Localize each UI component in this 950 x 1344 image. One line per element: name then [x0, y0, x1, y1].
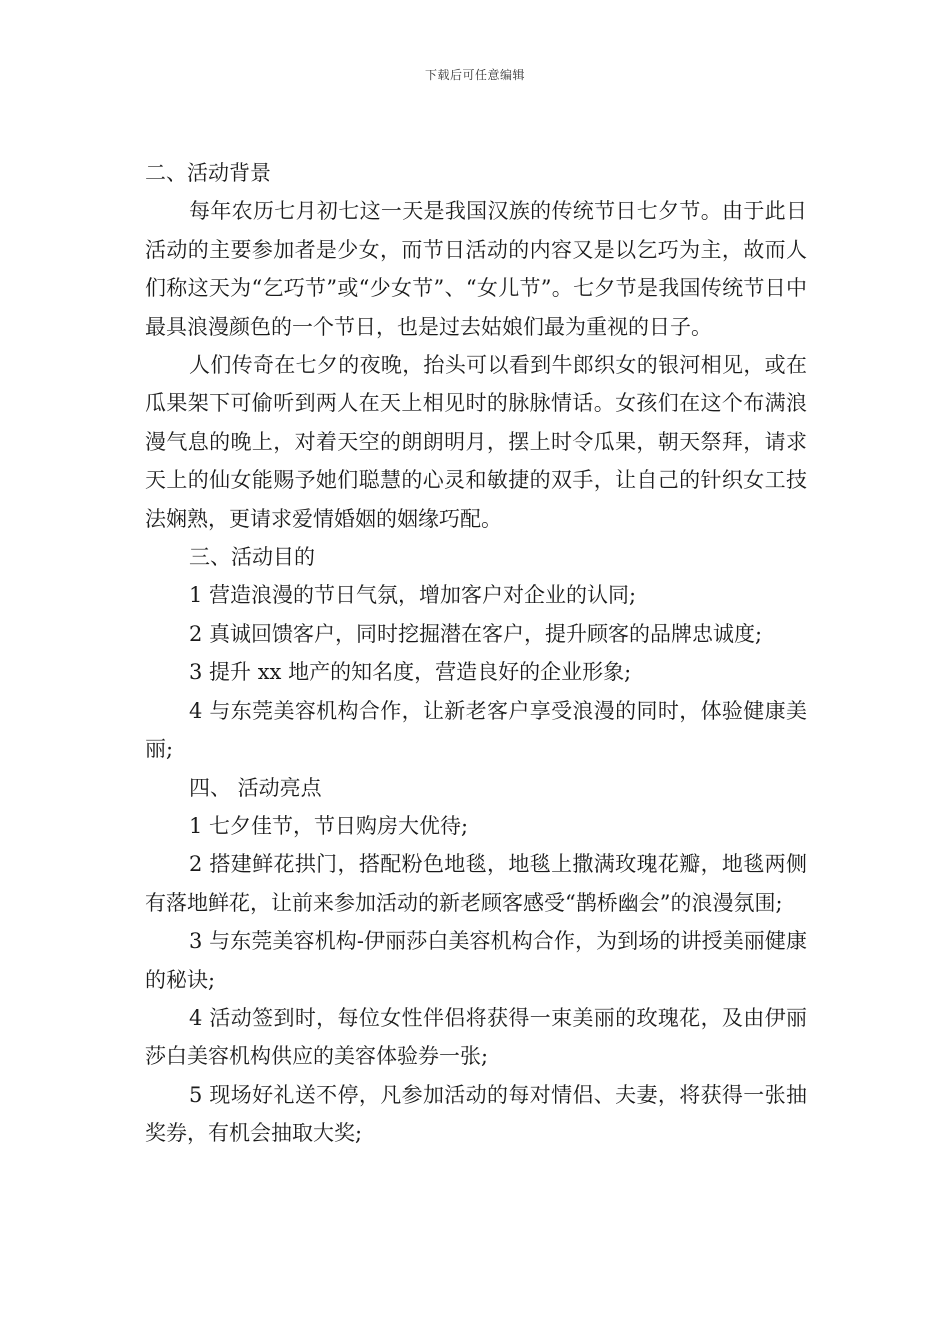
document-body	[145, 154, 807, 1153]
section-heading-highlights: 四、 活动亮点	[189, 775, 322, 800]
list-item-highlight-1: 1 七夕佳节，节日购房大优待;	[189, 813, 469, 838]
list-item-highlight-3: 3 与东莞美容机构-伊丽莎白美容机构合作，为到场的讲授美丽健康的秘诀;	[145, 929, 807, 992]
header-note: 下载后可任意编辑	[424, 68, 525, 82]
list-item-purpose-1: 1 营造浪漫的节日气氛，增加客户对企业的认同;	[189, 583, 637, 608]
list-item-purpose-2: 2 真诚回馈客户，同时挖掘潜在客户，提升顾客的品牌忠诚度;	[189, 621, 763, 646]
list-item-highlight-4: 4 活动签到时，每位女性伴侣将获得一束美丽的玫瑰花，及由伊丽莎白美容机构供应的美容体验券一张;	[145, 1005, 807, 1069]
paragraph-background-1: 每年农历七月初七这一天是我国汉族的传统节日七夕节。由于此日活动的主要参加者是少女，而节日活动的内容又是以乞巧为主，故而人们称这天为“乞巧节”或“少女节”、“女儿节”。七夕节是我国传统节日中最具浪漫颜色的一个节日，也是过去姑娘们最为重视的日子。	[145, 199, 807, 339]
paragraph-background-2: 人们传奇在七夕的夜晚，抬头可以看到牛郎织女的银河相见，或在瓜果架下可偷听到两人在天上相见时的脉脉情话。女孩们在这个布满浪漫气息的晚上，对着天空的朗朗明月，摆上时令瓜果，朝天祭拜，请求天上的仙女能赐予她们聪慧的心灵和敏捷的双手，让自己的针织女工技法娴熟，更请求爱情婚姻的姻缘巧配。	[145, 353, 807, 531]
list-item-highlight-5: 5 现场好礼送不停，凡参加活动的每对情侣、夫妻，将获得一张抽奖券，有机会抽取大奖;	[145, 1082, 807, 1146]
list-item-purpose-3: 3 提升 xx 地产的知名度，营造良好的企业形象;	[189, 660, 632, 685]
section-heading-purpose: 三、活动目的	[189, 545, 315, 570]
list-item-highlight-2: 2 搭建鲜花拱门，搭配粉色地毯，地毯上撒满玫瑰花瓣，地毯两侧有落地鲜花，让前来参加活动的新老顾客感受“鹊桥幽会”的浪漫氛围;	[145, 852, 807, 915]
list-item-purpose-4: 4 与东莞美容机构合作，让新老客户享受浪漫的同时，体验健康美丽;	[145, 698, 807, 762]
section-heading-background: 二、活动背景	[145, 161, 271, 185]
